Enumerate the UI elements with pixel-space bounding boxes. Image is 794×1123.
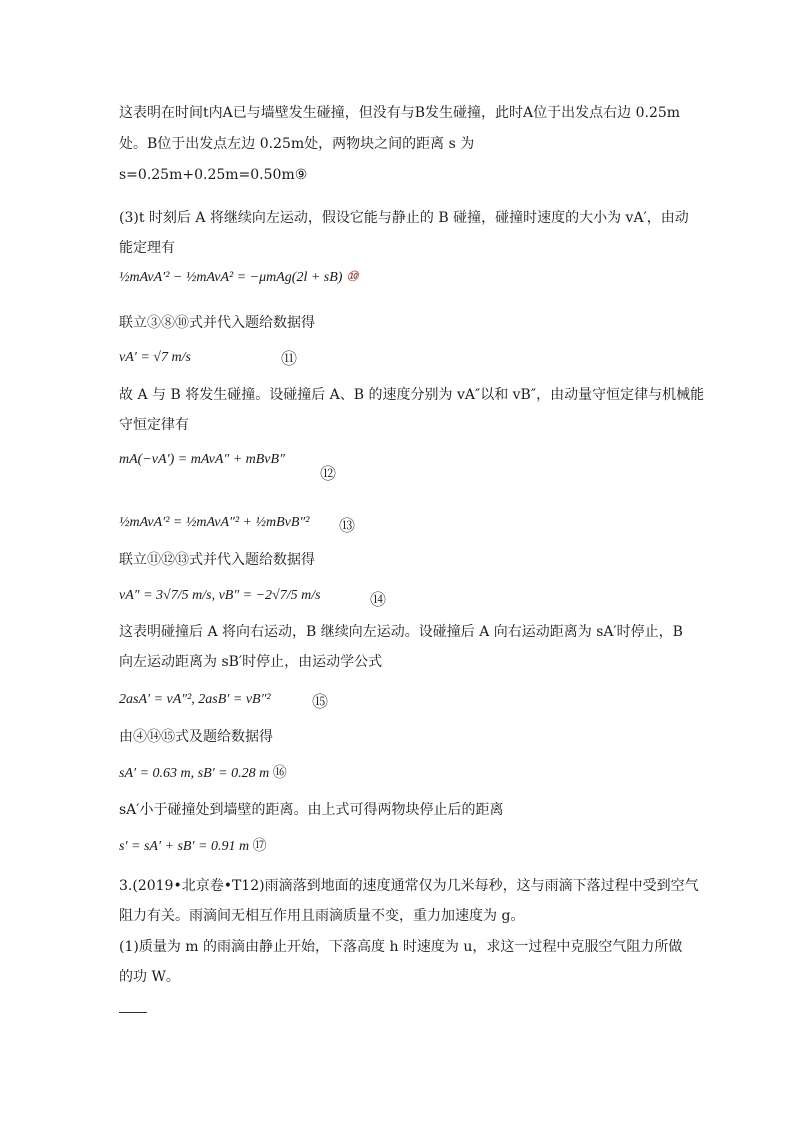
equation-14: vA″ = 3√7/5 m/s, vB″ = −2√7/5 m/s <box>119 588 321 603</box>
equation-16 <box>119 763 287 784</box>
equation-11-tag: ⑪ <box>281 349 298 368</box>
paragraph-combine-3: 由④⑭⑮式及题给数据得 <box>119 729 273 745</box>
paragraph-conservation: 守恒定律有 <box>119 417 189 433</box>
paragraph-position-b: 处。B位于出发点左边 0.25m处，两物块之间的距离 s 为 <box>119 136 475 152</box>
paragraph-final-distance: sA′小于碰撞处到墙壁的距离。由上式可得两物块停止后的距离 <box>119 802 504 818</box>
paragraph-part3-intro: (3)t 时刻后 A 将继续向左运动，假设它能与静止的 B 碰撞，碰撞时速度的大小为 vA′，由动 <box>119 210 689 226</box>
paragraph-kinematics: 向左运动距离为 sB′时停止，由运动学公式 <box>119 654 383 670</box>
equation-11: vA′ = √7 m/s <box>119 350 191 365</box>
equation-15: 2asA′ = vA″², 2asB′ = vB″² <box>119 692 271 707</box>
paragraph-distance-s: s=0.25m+0.25m=0.50m⑨ <box>119 167 308 183</box>
question-3-header: 3.(2019•北京卷•T12)雨滴落到地面的速度通常仅为几米每秒，这与雨滴下落过程中受到空气 <box>119 878 699 894</box>
equation-10-tag: ⑩ <box>345 270 359 285</box>
equation-13-tag: ⑬ <box>339 516 356 535</box>
paragraph-combine-1: 联立③⑧⑩式并代入题给数据得 <box>119 315 315 331</box>
paragraph-kinetic-theorem: 能定理有 <box>119 240 175 256</box>
question-3-part1: (1)质量为 m 的雨滴由静止开始，下落高度 h 时速度为 u，求这一过程中克服空气阻力所做 <box>119 939 683 955</box>
paragraph-combine-2: 联立⑪⑫⑬式并代入题给数据得 <box>119 552 315 568</box>
paragraph-collision-conclusion: 这表明在时间t内A已与墙壁发生碰撞，但没有与B发生碰撞，此时A位于出发点右边 0.25m <box>119 105 681 121</box>
equation-16-text: sA′ = 0.63 m, sB′ = 0.28 m <box>119 766 270 781</box>
question-3-context: 阻力有关。雨滴间无相互作用且雨滴质量不变，重力加速度为 g。 <box>119 908 525 924</box>
equation-12-tag: ⑫ <box>320 464 337 483</box>
equation-17-text: s′ = sA′ + sB′ = 0.91 m <box>119 839 250 854</box>
equation-10 <box>119 268 359 288</box>
equation-17 <box>119 836 267 857</box>
equation-10-text: ½mAvA′² − ½mAvA² = −μmAg(2l + sB) <box>119 270 343 285</box>
equation-13: ½mAvA′² = ½mAvA″² + ½mBvB″² <box>119 515 310 530</box>
question-3-part1-cont: 的功 W。 <box>119 969 180 985</box>
equation-12: mA(−vA′) = mAvA″ + mBvB″ <box>119 452 285 467</box>
paragraph-after-collision: 这表明碰撞后 A 将向右运动，B 继续向左运动。设碰撞后 A 向右运动距离为 sA′时停止，B <box>119 624 683 640</box>
equation-15-tag: ⑮ <box>312 692 329 711</box>
equation-16-tag: ⑯ <box>272 765 287 781</box>
paragraph-momentum-intro: 故 A 与 B 将发生碰撞。设碰撞后 A、B 的速度分别为 vA″以和 vB″，由动量守恒定律与机械能 <box>119 387 705 403</box>
equation-14-tag: ⑭ <box>370 590 387 609</box>
equation-17-tag: ⑰ <box>252 838 267 854</box>
answer-underline <box>119 1012 147 1013</box>
